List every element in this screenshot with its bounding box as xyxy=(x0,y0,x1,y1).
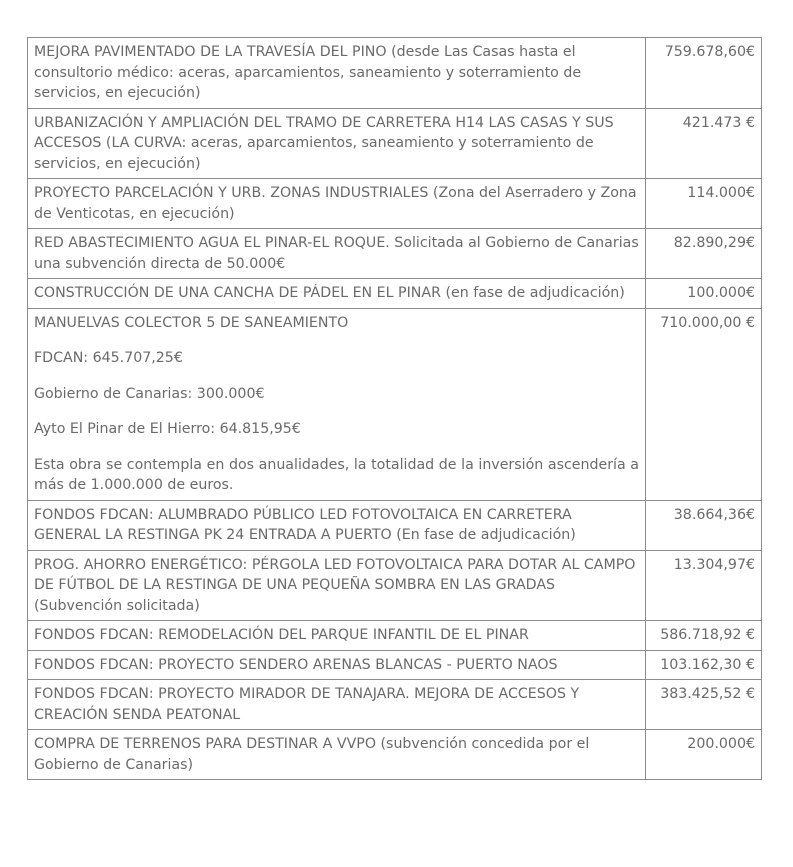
table-row xyxy=(28,179,762,229)
table-row xyxy=(28,229,762,279)
table-row xyxy=(28,550,762,621)
row-amount: 38.664,36€ xyxy=(646,500,762,550)
row-description: FONDOS FDCAN: PROYECTO SENDERO ARENAS BLANCAS - PUERTO NAOS xyxy=(28,650,646,680)
table-row xyxy=(28,279,762,309)
investment-table xyxy=(27,37,762,780)
row-description: FONDOS FDCAN: PROYECTO MIRADOR DE TANAJARA. MEJORA DE ACCESOS Y CREACIÓN SENDA PEATONAL xyxy=(28,680,646,730)
table-row xyxy=(28,308,762,500)
row-amount: 759.678,60€ xyxy=(646,38,762,109)
row-paragraph: Esta obra se contempla en dos anualidades, la totalidad de la inversión ascendería a más de 1.000.000 de euros. xyxy=(34,456,639,493)
row-paragraph: Ayto El Pinar de El Hierro: 64.815,95€ xyxy=(34,421,301,437)
row-amount: 586.718,92 € xyxy=(646,621,762,651)
row-paragraph: Gobierno de Canarias: 300.000€ xyxy=(34,385,265,402)
row-description: PROYECTO PARCELACIÓN Y URB. ZONAS INDUSTRIALES (Zona del Aserradero y Zona de Venticotas, en ejecución) xyxy=(28,179,646,229)
row-description-multi xyxy=(28,308,646,500)
row-paragraph: FDCAN: 645.707,25€ xyxy=(34,350,183,366)
table-row xyxy=(28,38,762,109)
table-row xyxy=(28,108,762,179)
table-row xyxy=(28,500,762,550)
row-description: CONSTRUCCIÓN DE UNA CANCHA DE PÁDEL EN EL PINAR (en fase de adjudicación) xyxy=(28,279,646,309)
row-paragraph: MANUELVAS COLECTOR 5 DE SANEAMIENTO xyxy=(34,314,349,331)
table-row xyxy=(28,621,762,651)
row-description: FONDOS FDCAN: ALUMBRADO PÚBLICO LED FOTOVOLTAICA EN CARRETERA GENERAL LA RESTINGA PK 24 ENTRADA A PUERTO (En fase de adjudicación) xyxy=(28,500,646,550)
row-amount: 100.000€ xyxy=(646,279,762,309)
table-row xyxy=(28,650,762,680)
row-amount: 383.425,52 € xyxy=(646,680,762,730)
row-description: PROG. AHORRO ENERGÉTICO: PÉRGOLA LED FOTOVOLTAICA PARA DOTAR AL CAMPO DE FÚTBOL DE LA RESTINGA DE UNA PEQUEÑA SOMBRA EN LAS GRADAS (Subvención solicitada) xyxy=(28,550,646,621)
row-description: MEJORA PAVIMENTADO DE LA TRAVESÍA DEL PINO (desde Las Casas hasta el consultorio médico: aceras, aparcamientos, saneamiento y soterramiento de servicios, en ejecución) xyxy=(28,38,646,109)
row-amount: 421.473 € xyxy=(646,108,762,179)
table-row xyxy=(28,680,762,730)
row-description: RED ABASTECIMIENTO AGUA EL PINAR-EL ROQUE. Solicitada al Gobierno de Canarias una subvención directa de 50.000€ xyxy=(28,229,646,279)
row-amount: 103.162,30 € xyxy=(646,650,762,680)
row-amount: 114.000€ xyxy=(646,179,762,229)
row-amount: 13.304,97€ xyxy=(646,550,762,621)
row-description: COMPRA DE TERRENOS PARA DESTINAR A VVPO (subvención concedida por el Gobierno de Canarias) xyxy=(28,730,646,780)
row-description: URBANIZACIÓN Y AMPLIACIÓN DEL TRAMO DE CARRETERA H14 LAS CASAS Y SUS ACCESOS (LA CURVA: aceras, aparcamientos, saneamiento y soterramiento de servicios, en ejecución) xyxy=(28,108,646,179)
row-amount: 200.000€ xyxy=(646,730,762,780)
table-row xyxy=(28,730,762,780)
row-amount: 82.890,29€ xyxy=(646,229,762,279)
row-amount: 710.000,00 € xyxy=(646,308,762,500)
row-description: FONDOS FDCAN: REMODELACIÓN DEL PARQUE INFANTIL DE EL PINAR xyxy=(28,621,646,651)
